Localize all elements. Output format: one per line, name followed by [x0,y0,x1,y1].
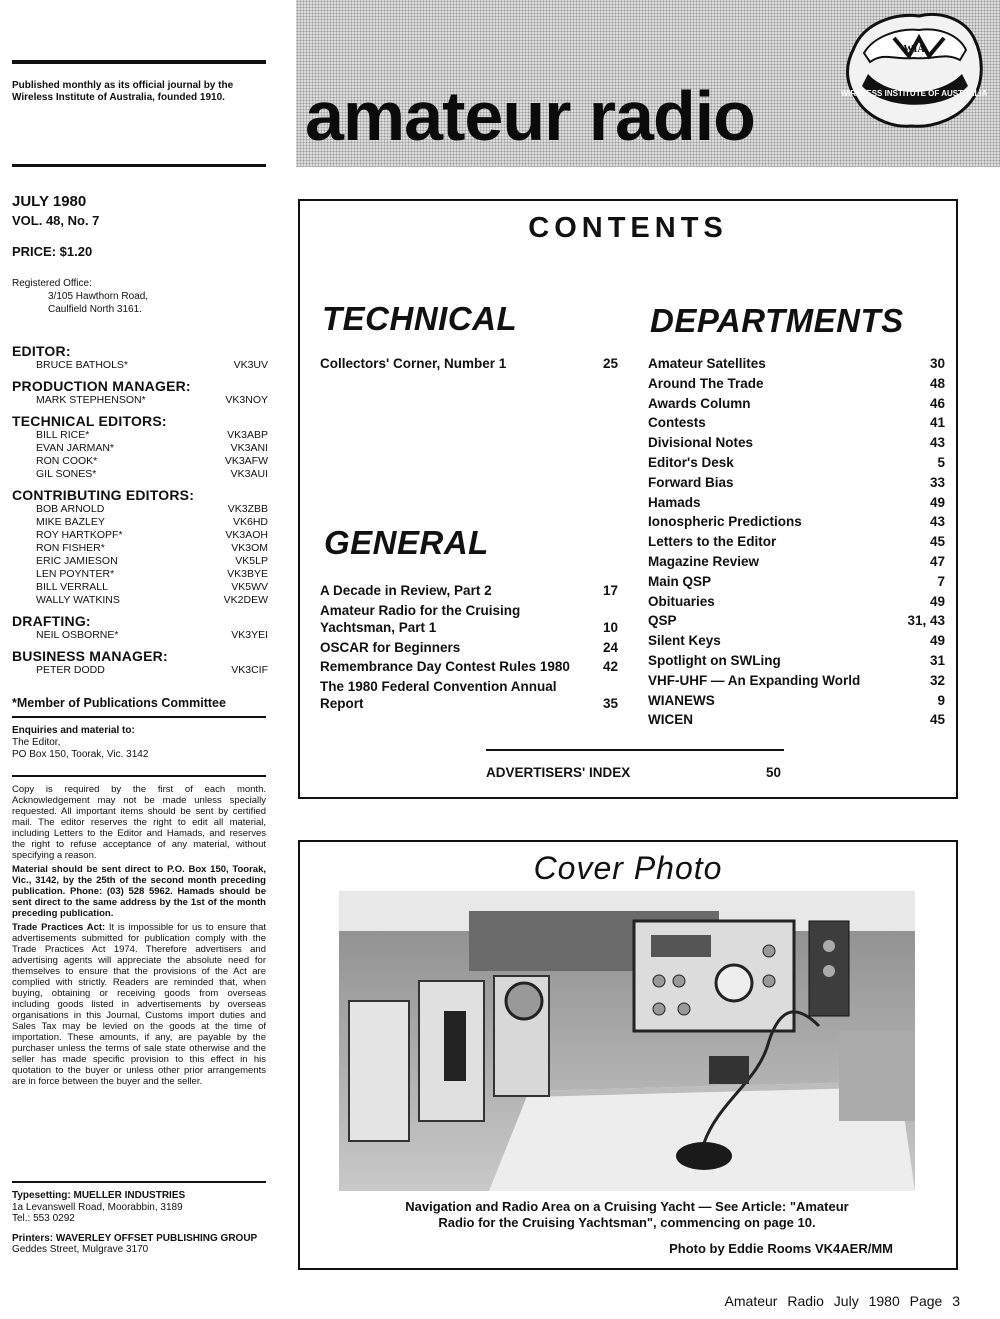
staff-callsign: VK3BYE [227,568,268,580]
office-label: Registered Office: [12,278,92,289]
magazine-title: amateur radio [305,77,755,155]
wia-emblem-icon [834,8,994,136]
staff-name: ROY HARTKOPF* [36,529,123,541]
staff-callsign: VK3ABP [227,429,268,441]
toc-entry-title: Ionospheric Predictions [648,514,802,530]
advertisers-index-label[interactable]: ADVERTISERS' INDEX [486,765,631,780]
toc-entry-title: The 1980 Federal Convention Annual Report [320,679,557,712]
toc-entry[interactable] [648,494,945,511]
toc-entry-page: 49 [929,494,945,510]
staff-row [12,542,268,555]
toc-entry[interactable] [320,355,618,372]
toc-entry[interactable] [648,375,945,392]
emblem-text: WIRELESS INSTITUTE OF AUSTRALIA [840,89,988,98]
staff-name: BOB ARNOLD [36,503,105,515]
staff-row [12,516,268,529]
staff-callsign: VK3UV [233,359,268,371]
toc-entry[interactable] [648,632,945,649]
cover-photo-image [339,891,915,1191]
toc-entry-page: 25 [602,356,618,371]
staff-callsign: VK3ZBB [227,503,268,515]
toc-entry-page: 46 [929,395,945,411]
toc-entry-page: 17 [602,583,618,598]
toc-entry-title: Main QSP [648,573,712,589]
toc-entry-title: WIANEWS [648,692,715,708]
toc-entry-title: Amateur Satellites [648,356,766,371]
toc-entry-title: Remembrance Day Contest Rules 1980 [320,659,570,675]
top-rule [12,60,266,64]
general-list [320,582,618,715]
toc-entry-page: 24 [602,639,618,655]
staff-callsign: VK5WV [231,581,268,593]
enquiries-line: PO Box 150, Toorak, Vic. 3142 [12,749,149,760]
toc-entry-page: 32 [929,672,945,688]
toc-entry-title: Obituaries [648,593,715,609]
enquiries [12,725,268,761]
toc-entry[interactable] [648,355,945,372]
staff-group [12,344,268,372]
toc-entry-page: 30 [929,356,945,371]
divider [12,716,266,718]
staff-name: EVAN JARMAN* [36,442,114,454]
enquiries-label: Enquiries and material to: [12,725,135,736]
staff-name: PETER DODD [36,664,105,676]
issue-price: PRICE: $1.20 [12,244,93,259]
toc-entry[interactable] [648,454,945,471]
toc-entry[interactable] [648,593,945,610]
toc-entry-page: 5 [937,454,945,470]
toc-entry-title: A Decade in Review, Part 2 [320,583,492,598]
toc-entry-title: Magazine Review [648,553,760,569]
toc-entry[interactable] [320,639,618,656]
toc-entry-page: 45 [929,534,945,550]
toc-entry-title: Silent Keys [648,633,721,649]
toc-entry-page: 43 [929,435,945,451]
cover-photo-title: Cover Photo [533,850,723,886]
printers-address: Geddes Street, Mulgrave 3170 [12,1244,149,1255]
staff-row [12,581,268,594]
staff-callsign: VK3ANI [230,442,268,454]
office-line: 3/105 Hawthorn Road, [48,291,149,302]
toc-entry-page: 45 [929,712,945,728]
editorial-notices [12,784,266,1090]
toc-entry-title: Collectors' Corner, Number 1 [320,356,507,371]
departments-heading: DEPARTMENTS [650,302,904,339]
staff-name: RON COOK* [36,455,98,467]
staff-callsign: VK3OM [231,542,268,554]
technical-heading: TECHNICAL [322,300,518,337]
staff-name: LEN POYNTER* [36,568,115,580]
staff-row [12,555,268,568]
staff-callsign: VK5LP [235,555,268,567]
general-heading: GENERAL [324,524,489,561]
toc-entry-title: Editor's Desk [648,454,734,470]
staff-role: TECHNICAL EDITORS: [12,413,167,429]
staff-name: RON FISHER* [36,542,105,554]
staff-name: BILL RICE* [36,429,90,441]
toc-entry-page: 33 [929,474,945,490]
staff-name: MIKE BAZLEY [36,516,105,528]
advertisers-index-page: 50 [766,765,782,780]
toc-entry-title: VHF-UHF — An Expanding World [648,672,861,688]
staff-callsign: VK3YEI [231,629,268,641]
toc-entry[interactable] [648,692,945,709]
toc-entry[interactable] [648,553,945,570]
toc-entry[interactable] [648,612,945,629]
toc-entry-title: Hamads [648,494,701,510]
toc-entry-title: Divisional Notes [648,435,754,451]
departments-list [648,355,945,731]
typesetting-label: Typesetting: MUELLER INDUSTRIES [12,1190,186,1201]
toc-entry-page: 9 [937,692,945,708]
staff-row [12,429,268,442]
toc-entry-page: 43 [929,514,945,530]
toc-entry-page: 49 [929,633,945,649]
toc-entry-page: 35 [602,696,618,712]
toc-entry[interactable] [648,652,945,669]
tagline: Published monthly as its official journal by the Wireless Institute of Australia, founded 1910. [12,80,234,103]
toc-entry[interactable] [648,434,945,451]
staff-callsign: VK3CIF [231,664,268,676]
toc-entry[interactable] [648,474,945,491]
toc-entry[interactable] [648,414,945,431]
staff-name: ERIC JAMIESON [36,555,118,567]
advertisers-rule [486,749,784,751]
toc-entry-title: Spotlight on SWLing [648,652,781,668]
issue-date: JULY 1980 [12,193,87,210]
staff-callsign: VK3AUI [230,468,268,480]
toc-entry-title: Awards Column [648,395,751,411]
staff-name: MARK STEPHENSON* [36,394,146,406]
toc-entry[interactable] [320,658,618,675]
trade-practices-text: It is impossible for us to ensure that advertisements submitted for publication comply with the Trade Practices Act 1974. Therefore advertisers and advertising agents will appreciate the absolute need for themselves to ensure that the provisions of the Act are complied with strictly. Readers are reminded that, when buying, obtaining or receiving goods from overseas including goods listed in advertisements by overseas organisations in this Journal, Customs import duties and Sales Tax may be levied on the goods at the time of importation. These amounts, if any, are payable by the purchaser unless the terms of sale state otherwise and the seller has made specific provision to this effect in his quotation to the buyer or unless other prior arrangements are in force between the buyer and the seller. [12,922,266,1087]
typesetting-phone: Tel.: 553 0292 [12,1213,75,1224]
staff-name: BILL VERRALL [36,581,108,593]
staff-row [12,394,268,407]
staff-callsign: VK3AFW [224,455,268,467]
toc-entry-title: QSP [648,613,677,629]
toc-entry-title: WICEN [648,712,693,728]
staff-row [12,455,268,468]
staff-row [12,529,268,542]
toc-entry-page: 48 [929,375,945,391]
toc-entry-page: 47 [929,553,945,569]
toc-entry[interactable] [648,672,945,689]
divider [12,775,266,777]
toc-entry[interactable] [320,582,618,599]
masthead-rule [12,164,266,167]
toc-entry-title: Contests [648,415,706,431]
staff-group [12,379,268,407]
toc-entry-page: 42 [602,659,618,675]
toc-entry-title: Around The Trade [648,375,764,391]
issue-volume: VOL. 48, No. 7 [12,213,100,228]
staff-callsign: VK3NOY [225,394,268,406]
trade-practices-label: Trade Practices Act: [12,922,106,933]
staff-row [12,568,268,581]
toc-entry-page: 49 [929,593,945,609]
technical-list [320,355,618,375]
staff-row [12,503,268,516]
office-line: Caulfield North 3161. [48,304,142,315]
staff-role: CONTRIBUTING EDITORS: [12,487,195,503]
member-note: *Member of Publications Committee [12,696,226,710]
photo-credit: Photo by Eddie Rooms VK4AER/MM [669,1241,893,1256]
page-footer: Amateur Radio July 1980 Page 3 [724,1293,960,1309]
staff-role: PRODUCTION MANAGER: [12,378,191,394]
staff-listing [12,344,268,684]
staff-group [12,414,268,481]
staff-group [12,488,268,607]
printing-info [12,1190,268,1264]
toc-entry-title: Forward Bias [648,474,734,490]
emblem-monogram: WIA [903,44,925,55]
trade-practices-notice [12,922,266,1087]
toc-entry-title: Letters to the Editor [648,534,777,550]
toc-entry-page: 7 [937,573,945,589]
staff-name: NEIL OSBORNE* [36,629,119,641]
contents-title: CONTENTS [528,212,728,244]
staff-name: WALLY WATKINS [36,594,120,606]
enquiries-line: The Editor, [12,737,61,748]
printers-label: Printers: WAVERLEY OFFSET PUBLISHING GROUP [12,1232,258,1244]
toc-entry[interactable] [648,513,945,530]
staff-name: BRUCE BATHOLS* [36,359,128,371]
staff-callsign: VK3AOH [225,529,268,541]
toc-entry-page: 41 [929,415,945,431]
staff-callsign: VK6HD [232,516,268,528]
staff-role: DRAFTING: [12,613,91,629]
staff-role: EDITOR: [12,343,71,359]
staff-name: GIL SONES* [36,468,97,480]
staff-callsign: VK2DEW [223,594,268,606]
copy-notice: Copy is required by the first of each month. Acknowledgement may not be made unless specially requested. All important items should be sent by certified mail. The editor reserves the right to edit all material, including Letters to the Editor and Hamads, and reserves the right to refuse acceptance of any material, without specifying a reason. [12,784,266,861]
staff-role: BUSINESS MANAGER: [12,648,168,664]
staff-row [12,664,268,677]
divider [12,1181,266,1183]
toc-entry[interactable] [320,602,618,636]
staff-group [12,614,268,642]
toc-entry[interactable] [648,711,945,728]
typesetting-address: 1a Levanswell Road, Moorabbin, 3189 [12,1201,183,1213]
staff-row [12,442,268,455]
staff-row [12,359,268,372]
staff-row [12,594,268,607]
cover-caption [339,1199,915,1231]
toc-entry[interactable] [648,573,945,590]
staff-row [12,629,268,642]
caption-line: Radio for the Cruising Yachtsman", commencing on page 10. [438,1215,816,1230]
staff-row [12,468,268,481]
toc-entry-title: OSCAR for Beginners [320,639,461,655]
toc-entry-page: 31, 43 [907,613,945,629]
toc-entry[interactable] [320,678,618,712]
registered-office [12,277,148,316]
caption-line: Navigation and Radio Area on a Cruising Yacht — See Article: "Amateur [405,1199,849,1214]
toc-entry-page: 31 [929,652,945,668]
toc-entry[interactable] [648,395,945,412]
toc-entry-page: 10 [602,619,618,635]
toc-entry-title: Amateur Radio for the Cruising Yachtsman, Part 1 [320,602,521,635]
staff-group [12,649,268,677]
material-notice: Material should be sent direct to P.O. Box 150, Toorak, Vic., 3142, by the 25th of the second month preceding publication. Phone: (03) 528 5962. Hamads should be sent direct to the same address by the 1st of the month preceding publication. [12,864,266,919]
toc-entry[interactable] [648,533,945,550]
